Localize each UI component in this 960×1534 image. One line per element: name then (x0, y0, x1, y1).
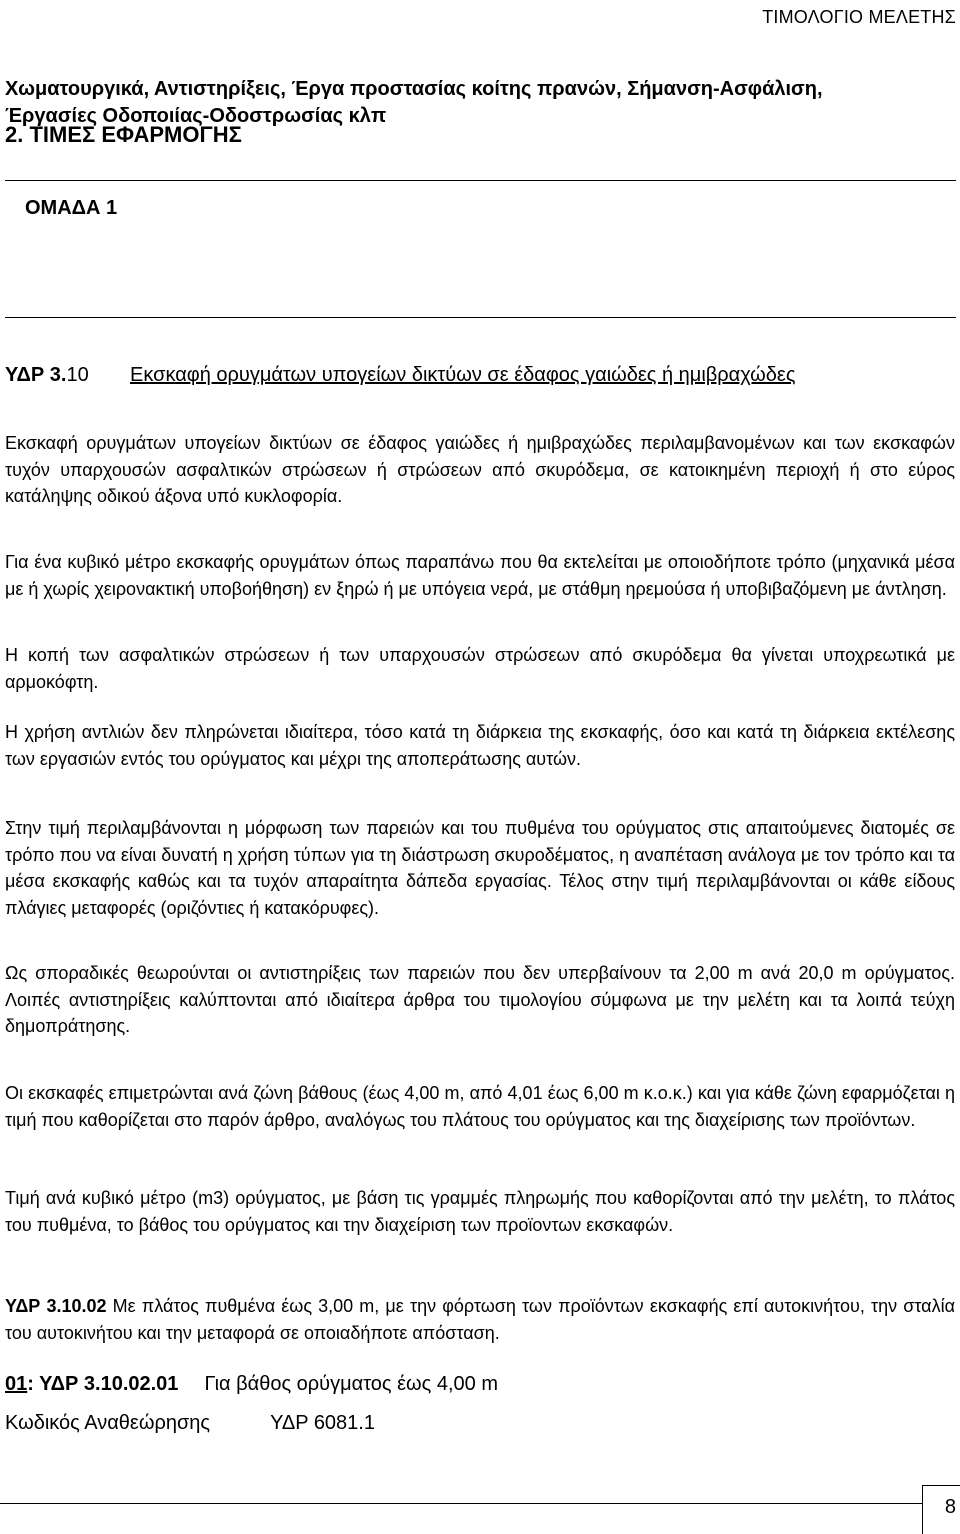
paragraph-pumps: Η χρήση αντλιών δεν πληρώνεται ιδιαίτερα, τόσο κατά τη διάρκεια της εκσκαφής, όσο και κατά τη διάρκεια εκτέλεσης των εργασιών εντός του ορύγματος και μέχρι της αποπεράτωσης αυτών. (5, 722, 955, 769)
group-description: Χωματουργικά, Αντιστηρίξεις, Έργα προστασίας κοίτης πρανών, Σήμανση-Ασφάλιση, Έργασίες Οδοποιίας-Οδοστρωσίας κλπ (5, 78, 823, 127)
page-header-title: ΤΙΜΟΛΟΓΙΟ ΜΕΛΕΤΗΣ (762, 7, 956, 27)
subitem-code: ΥΔΡ 3.10.02 (5, 1296, 107, 1316)
paragraph-price-includes: Στην τιμή περιλαμβάνονται η μόρφωση των παρειών και του πυθμένα του ορύγματος στις απαιτούμενες διατομές σε τρόπο που να είναι δυνατή η χρήση τύπων για τη διάστρωση σκυροδέματος, η αναπέταση ανάλογα με τον τρόπο και τα μέσα εκσκαφής καθώς και τα τυχόν απαραίτητα δάπεδα εργασίας. Τέλος στην τιμή περιλαμβάνονται οι κάθε είδους πλάγιες μεταφορές (οριζόντιες ή κατακόρυφες). (5, 818, 955, 918)
item-code-bold: ΥΔΡ 3. (5, 364, 67, 386)
subsubitem-line (5, 1373, 498, 1396)
revision-code: ΥΔΡ 6081.1 (270, 1412, 375, 1434)
page-number: 8 (944, 1496, 956, 1518)
subsubitem-code-a: 01 (5, 1373, 28, 1395)
paragraph-unit: Για ένα κυβικό μέτρο εκσκαφής ορυγμάτων όπως παραπάνω που θα εκτελείται με οποιοδήποτε τρόπο (μηχανικά μέσα με ή χωρίς χειρονακτική υποβοήθηση) εν ξηρώ ή με υπόγεια νερά, με στάθμη ηρεμούσα ή υποβιβαζόμενη με άντληση. (5, 552, 955, 599)
paragraph-supports: Ως σποραδικές θεωρούνται οι αντιστηρίξεις των παρειών που δεν υπερβαίνουν τα 2,00 m ανά 20,0 m ορύγματος. Λοιπές αντιστηρίξεις καλύπτονται από ιδιαίτερα άρθρα του τιμολογίου σύμφωνα με την μελέτη και τα λοιπά τεύχη δημοπράτησης. (5, 963, 955, 1036)
item-code-rest: 10 (66, 364, 89, 386)
paragraph-unit-price: Τιμή ανά κυβικό μέτρο (m3) ορύγματος, με βάση τις γραμμές πληρωμής που καθορίζονται από την μελέτη, το πλάτος του πυθμένα, το βάθος του ορύγματος και την διαχείριση των προϊοντων εκσκαφών. (5, 1188, 955, 1235)
footer-rule (0, 1503, 922, 1504)
subsubitem-text: Για βάθος ορύγματος έως 4,00 m (204, 1373, 498, 1395)
revision-label: Κωδικός Αναθεώρησης (5, 1412, 211, 1434)
paragraph-cutting: Η κοπή των ασφαλτικών στρώσεων ή των υπαρχουσών στρώσεων από σκυρόδεμα θα γίνεται υποχρεωτικά με αρμοκόφτη. (5, 645, 955, 692)
paragraph-description: Εκσκαφή ορυγμάτων υπογείων δικτύων σε έδαφος γαιώδες ή ημιβραχώδες περιλαμβανομένων και των εκσκαφών τυχόν υπαρχουσών ασφαλτικών στρώσεων ή στρώσεων από σκυρόδεμα, σε κατοικημένη περιοχή ή στο εύρος κατάληψης οδικού άξονα υπό κυκλοφορία. (5, 433, 955, 506)
item-code (5, 364, 89, 387)
group-label: ΟΜΑΔΑ 1 (25, 197, 118, 219)
item-title: Εκσκαφή ορυγμάτων υπογείων δικτύων σε έδαφος γαιώδες ή ημιβραχώδες (130, 364, 796, 386)
paragraph-measurement: Οι εκσκαφές επιμετρώνται ανά ζώνη βάθους (έως 4,00 m, από 4,01 έως 6,00 m κ.ο.κ.) και για κάθε ζώνη εφαρμόζεται η τιμή που καθορίζεται στο παρόν άρθρο, αναλόγως του πλάτους του ορύγματος και της διαχείρισης των προϊόντων. (5, 1083, 955, 1130)
subitem-paragraph (5, 1293, 955, 1346)
subitem-text: Με πλάτος πυθμένα έως 3,00 m, με την φόρτωση των προϊόντων εκσκαφής επί αυτοκινήτου, την σταλία του αυτοκινήτου και την μεταφορά σε οποιαδήποτε απόσταση. (5, 1296, 955, 1343)
group-box (5, 180, 956, 318)
subsubitem-code-b: : ΥΔΡ 3.10.02.01 (27, 1373, 179, 1395)
revision-line (5, 1412, 375, 1435)
section-title: 2. ΤΙΜΕΣ ΕΦΑΡΜΟΓΗΣ (5, 122, 242, 147)
